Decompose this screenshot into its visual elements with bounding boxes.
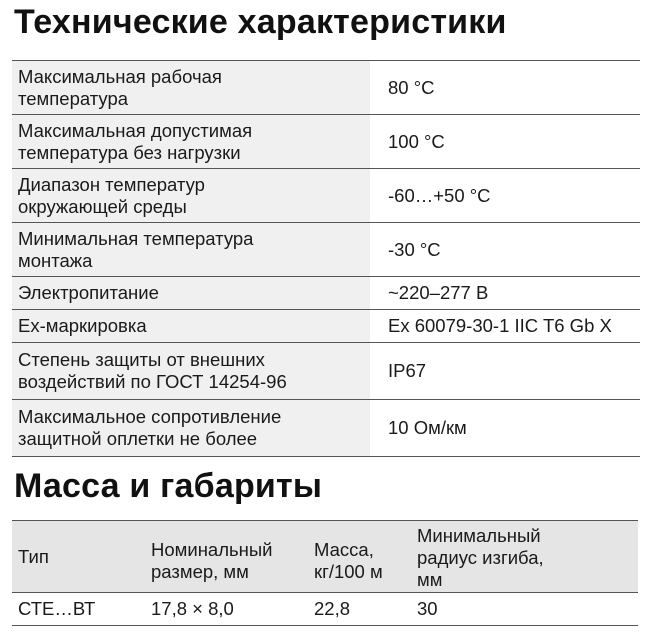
spec-label-line: воздействий по ГОСТ 14254-96 [18, 371, 287, 392]
spec-label-line: Ex-маркировка [18, 315, 147, 336]
specs-section-title: Технические характеристики [14, 3, 507, 41]
spec-label-line: Минимальная температура [18, 227, 254, 249]
spec-label [12, 115, 370, 169]
spec-value: -30 °C [370, 223, 640, 277]
header-line: размер, мм [151, 561, 249, 582]
table-row [12, 343, 640, 400]
header-line: кг/100 м [314, 561, 383, 582]
spec-value: IP67 [370, 343, 640, 400]
spec-value: ~220–277 В [370, 277, 640, 310]
table-row [12, 223, 640, 277]
cell-size: 17,8 × 8,0 [145, 593, 308, 626]
spec-value: 100 °C [370, 115, 640, 169]
spec-value: -60…+50 °C [370, 169, 640, 223]
header-line: Минимальный [417, 525, 541, 546]
cell-type: СТЕ…ВТ [12, 593, 145, 626]
spec-label-line: монтажа [18, 249, 93, 271]
table-row [12, 115, 640, 169]
column-header-radius [411, 521, 638, 593]
spec-label [12, 343, 370, 400]
table-row [12, 61, 640, 115]
spec-label [12, 310, 370, 343]
table-row [12, 400, 640, 457]
mass-section-title: Масса и габариты [14, 467, 323, 505]
column-header-type [12, 521, 145, 593]
spec-label [12, 277, 370, 310]
column-header-mass [308, 521, 411, 593]
specs-table [12, 60, 640, 457]
spec-value: 80 °C [370, 61, 640, 115]
table-header-row [12, 521, 638, 593]
spec-value: Ex 60079-30-1 IIC T6 Gb X [370, 310, 640, 343]
header-line: Масса, [314, 539, 374, 560]
spec-label-line: Степень защиты от внешних [18, 349, 265, 370]
header-line: мм [417, 569, 443, 590]
spec-label [12, 61, 370, 115]
table-row [12, 277, 640, 310]
spec-value: 10 Ом/км [370, 400, 640, 457]
spec-label-line: Электропитание [18, 282, 159, 303]
cell-radius: 30 [411, 593, 638, 626]
spec-label [12, 223, 370, 277]
spec-label-line: окружающей среды [18, 195, 187, 217]
column-header-size [145, 521, 308, 593]
spec-label [12, 169, 370, 223]
mass-table [12, 520, 638, 626]
spec-label-line: защитной оплетки не более [18, 428, 258, 449]
table-row [12, 593, 638, 626]
table-row [12, 169, 640, 223]
spec-label-line: Диапазон температур [18, 173, 205, 195]
cell-mass: 22,8 [308, 593, 411, 626]
header-line: Тип [18, 545, 49, 567]
header-line: радиус изгиба, [417, 547, 544, 568]
table-row [12, 310, 640, 343]
header-line: Номинальный [151, 539, 273, 560]
spec-label-line: Максимальная рабочая [18, 65, 222, 87]
spec-label-line: температура без нагрузки [18, 141, 241, 163]
spec-label-line: Максимальная допустимая [18, 119, 253, 141]
spec-label-line: Максимальное сопротивление [18, 406, 282, 427]
spec-label [12, 400, 370, 457]
spec-label-line: температура [18, 87, 129, 109]
